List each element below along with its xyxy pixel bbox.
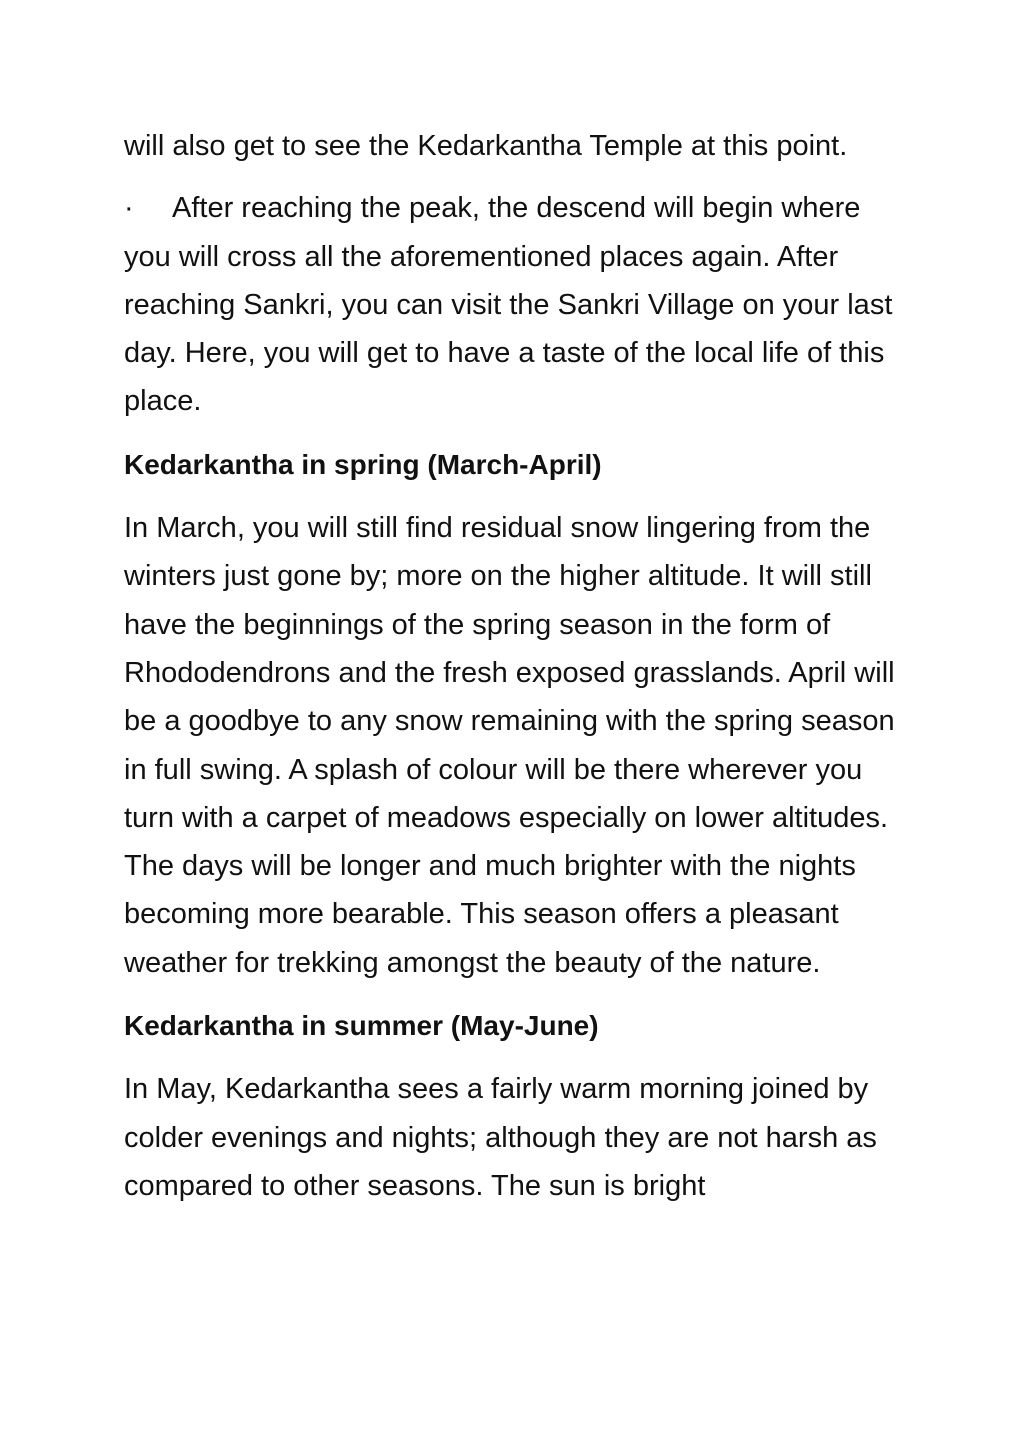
spring-paragraph: In March, you will still find residual snow lingering from the winters just gone by; more on the higher altitude. It will still have the beginnings of the spring season in the form of Rhododendrons and the fresh exposed grasslands. April will be a goodbye to any snow remaining with the spring season in full swing. A splash of colour will be there wherever you turn with a carpet of meadows especially on lower altitudes. The days will be longer and much brighter with the nights becoming more bearable. This season offers a pleasant weather for trekking amongst the beauty of the nature. [124,512,895,979]
spring-heading: Kedarkantha in spring (March-April) [124,448,602,480]
bullet-item [124,184,914,425]
bullet-marker: · [124,192,134,225]
intro-paragraph: will also get to see the Kedarkantha Temple at this point. [124,130,848,162]
summer-heading: Kedarkantha in summer (May-June) [124,1010,599,1042]
summer-paragraph: In May, Kedarkantha sees a fairly warm morning joined by colder evenings and nights; although they are not harsh as compared to other seasons. The sun is bright [124,1073,877,1202]
document-body [124,122,914,1210]
bullet-text: After reaching the peak, the descend will begin where you will cross all the aforementioned places again. After reaching Sankri, you can visit the Sankri Village on your last day. Here, you will get to have a taste of the local life of this place. [124,192,893,418]
